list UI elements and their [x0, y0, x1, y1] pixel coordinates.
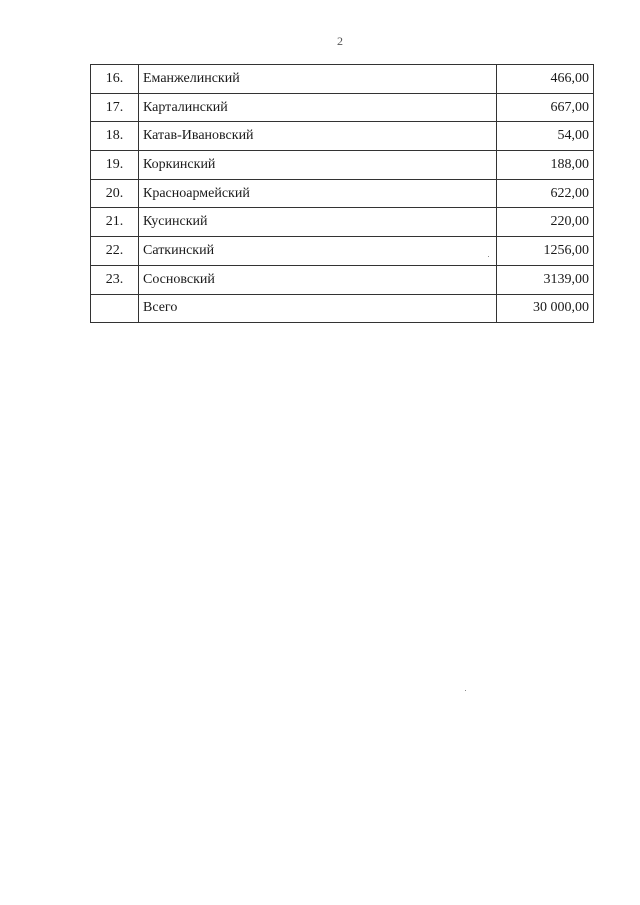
- page-number: 2: [337, 34, 343, 48]
- amount-value: 466,00: [497, 65, 594, 94]
- table-row: [91, 151, 594, 180]
- amount-value: 3139,00: [497, 265, 594, 294]
- district-name: Сосновский: [139, 265, 497, 294]
- data-table: [90, 64, 594, 323]
- row-number: 19.: [91, 151, 139, 180]
- table-row: [91, 122, 594, 151]
- district-name: Саткинский: [139, 237, 497, 266]
- table-row: [91, 237, 594, 266]
- amount-value: 622,00: [497, 179, 594, 208]
- district-name: Карталинский: [139, 93, 497, 122]
- scan-speck: [465, 690, 466, 691]
- total-label: Всего: [139, 294, 497, 323]
- scan-speck: [488, 256, 489, 257]
- row-number: 16.: [91, 65, 139, 94]
- district-name: Катав-Ивановский: [139, 122, 497, 151]
- row-number: 18.: [91, 122, 139, 151]
- table-row: [91, 65, 594, 94]
- total-value: 30 000,00: [497, 294, 594, 323]
- row-number: 20.: [91, 179, 139, 208]
- amount-value: 667,00: [497, 93, 594, 122]
- table-row: [91, 265, 594, 294]
- total-number: [91, 294, 139, 323]
- table-row: [91, 179, 594, 208]
- district-name: Кусинский: [139, 208, 497, 237]
- row-number: 23.: [91, 265, 139, 294]
- row-number: 21.: [91, 208, 139, 237]
- row-number: 22.: [91, 237, 139, 266]
- amount-value: 1256,00: [497, 237, 594, 266]
- amount-value: 54,00: [497, 122, 594, 151]
- district-name: Коркинский: [139, 151, 497, 180]
- district-name: Еманжелинский: [139, 65, 497, 94]
- amount-value: 188,00: [497, 151, 594, 180]
- table-row: [91, 208, 594, 237]
- total-row: [91, 294, 594, 323]
- table-row: [91, 93, 594, 122]
- district-name: Красноармейский: [139, 179, 497, 208]
- row-number: 17.: [91, 93, 139, 122]
- amount-value: 220,00: [497, 208, 594, 237]
